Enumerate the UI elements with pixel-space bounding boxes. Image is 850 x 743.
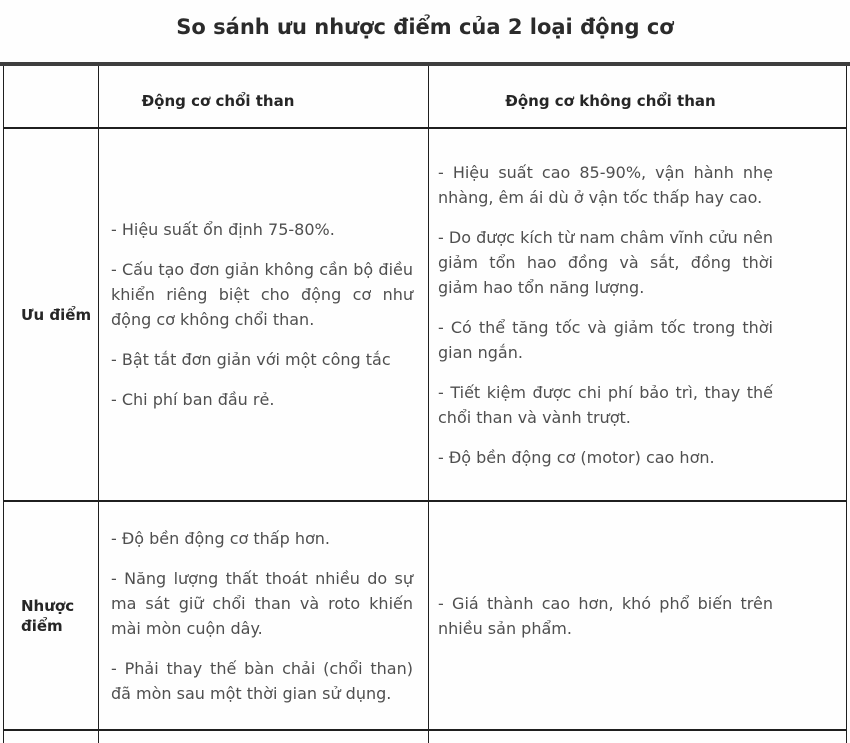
bullet-paragraph: - Bật tắt đơn giản với một công tắc [111,350,391,369]
bullet-paragraph: - Năng lượng thất thoát nhiều do sự ma sát giữ chổi than và roto khiến mài mòn cuộn dây. [111,568,413,638]
header-cell-brushless-motor: Động cơ không chổi than [429,66,847,128]
partial-cell [99,730,429,743]
bullet-paragraph: - Phải thay thế bàn chải (chổi than) đã mòn sau một thời gian sử dụng. [111,658,413,703]
partial-next-row [4,730,847,743]
table-header-row [4,66,847,128]
advantages-row [4,128,847,501]
partial-cell [429,730,847,743]
row-label-disadvantages: Nhược điểm [4,501,99,730]
header-cell-corner [4,66,99,128]
bullet-paragraph: - Hiệu suất ổn định 75-80%. [111,220,335,239]
page-title: So sánh ưu nhược điểm của 2 loại động cơ [176,15,674,39]
bullet-paragraph: - Có thể tăng tốc và giảm tốc trong thời gian ngắn. [438,317,773,362]
bullet-paragraph: - Chi phí ban đầu rẻ. [111,390,275,409]
bullet-paragraph: - Giá thành cao hơn, khó phổ biến trên nhiều sản phẩm. [438,593,773,638]
bullet-paragraph: - Độ bền động cơ (motor) cao hơn. [438,447,715,467]
header-cell-brushed-motor: Động cơ chổi than [99,66,429,128]
bullet-paragraph: - Cấu tạo đơn giản không cần bộ điều khiển riêng biệt cho động cơ như động cơ không chổi than. [111,260,413,329]
bullet-paragraph: - Hiệu suất cao 85-90%, vận hành nhẹ nhàng, êm ái dù ở vận tốc thấp hay cao. [438,162,773,207]
bullet-paragraph: - Độ bền động cơ thấp hơn. [111,528,330,548]
comparison-table [3,66,847,743]
cell-advantages-brushless [429,128,847,501]
row-label-advantages: Ưu điểm [4,128,99,501]
partial-cell [4,730,99,743]
bullet-paragraph: - Do được kích từ nam châm vĩnh cửu nên giảm tổn hao đồng và sắt, đồng thời giảm hao tổn năng lượng. [438,227,773,297]
cell-disadvantages-brushless [429,501,847,730]
bullet-paragraph: - Tiết kiệm được chi phí bảo trì, thay thế chổi than và vành trượt. [438,382,773,427]
cell-disadvantages-brushed [99,501,429,730]
cell-advantages-brushed [99,128,429,501]
disadvantages-row [4,501,847,730]
